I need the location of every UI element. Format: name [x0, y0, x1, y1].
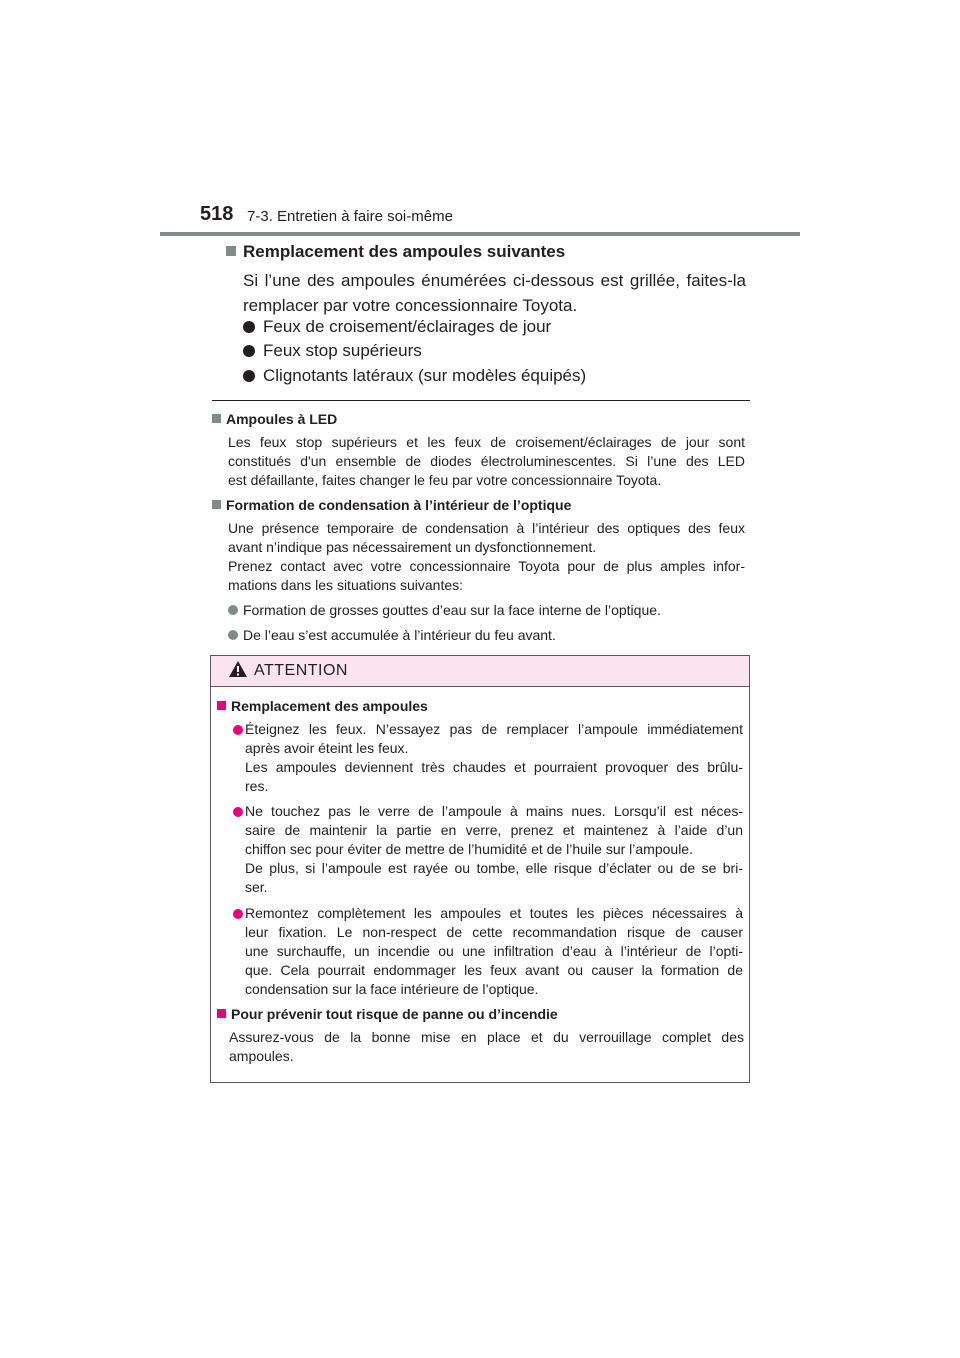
square-bullet-icon — [226, 246, 236, 256]
attention-line: Remontez complètement les ampoules et toutes les pièces nécessaires à — [245, 905, 743, 921]
attention-line: ser. — [245, 879, 268, 895]
attention-line: Les ampoules deviennent très chaudes et pourraient provoquer des brûlu- — [245, 759, 743, 775]
bullet-dot-icon — [243, 370, 255, 382]
square-bullet-icon — [212, 414, 221, 423]
main-bullet-item: Feux de croisement/éclairages de jour — [243, 317, 551, 337]
note-line: mations dans les situations suivantes: — [228, 577, 464, 593]
attention-line: De plus, si l’ampoule est rayée ou tombe, elle risque d’éclater ou de se bri- — [245, 860, 743, 876]
attention-line: saire de maintenir la partie en verre, prenez et maintenez à l’aide d’un — [245, 822, 743, 838]
main-bullet-item: Feux stop supérieurs — [243, 341, 422, 361]
bullet-dot-icon — [233, 725, 243, 735]
attention-line: leur fixation. Le non-respect de cette recommandation risque de causer — [245, 924, 743, 940]
section-divider — [212, 400, 750, 401]
attention-line: ampoules. — [229, 1048, 294, 1064]
note-line: constitués d'un ensemble de diodes électroluminescentes. Si l’une des LED — [228, 453, 745, 469]
attention-heading-bulbs: Remplacement des ampoules — [217, 698, 428, 714]
note-heading-condensation: Formation de condensation à l’intérieur de l’optique — [212, 497, 571, 513]
square-bullet-icon — [217, 1009, 226, 1018]
warning-triangle-icon — [228, 660, 248, 683]
note-line: avant n’indique pas nécessairement un dysfonctionnement. — [228, 539, 597, 555]
attention-line: chiffon sec pour éviter de mettre de l’humidité et de l’huile sur l’ampoule. — [245, 841, 693, 857]
attention-line: Éteignez les feux. N’essayez pas de remplacer l’ampoule immédiatement — [245, 721, 743, 737]
note-heading-led: Ampoules à LED — [212, 411, 337, 427]
note-line: Une présence temporaire de condensation à l’intérieur des optiques des feux — [228, 520, 745, 536]
main-body-line-2: remplacer par votre concessionnaire Toyota. — [243, 296, 578, 315]
note-line: Prenez contact avec votre concessionnaire Toyota pour de plus amples infor- — [228, 558, 745, 574]
main-body-line-1: Si l’une des ampoules énumérées ci-dessous est grillée, faites-la — [243, 271, 746, 290]
attention-line: une surchauffe, un incendie ou une infiltration d’eau à l’intérieur de l’opti- — [245, 943, 743, 959]
attention-line: après avoir éteint les feux. — [245, 740, 409, 756]
bullet-dot-icon — [243, 321, 255, 333]
main-heading-text: Remplacement des ampoules suivantes — [243, 242, 566, 261]
bullet-dot-icon — [233, 807, 243, 817]
note-bullet-item: Formation de grosses gouttes d’eau sur la face interne de l’optique. — [228, 601, 748, 620]
attention-line: res. — [245, 778, 269, 794]
square-bullet-icon — [217, 701, 226, 710]
bullet-dot-icon — [228, 630, 238, 640]
attention-line: Ne touchez pas le verre de l’ampoule à mains nues. Lorsqu’il est néces- — [245, 803, 743, 819]
attention-line: condensation sur la face intérieure de l’optique. — [245, 981, 539, 997]
section-title: 7-3. Entretien à faire soi-même — [247, 208, 453, 225]
bullet-dot-icon — [243, 345, 255, 357]
main-heading — [226, 242, 565, 262]
bullet-dot-icon — [233, 909, 243, 919]
note-line: est défaillante, faites changer le feu par votre concessionnaire Toyota. — [228, 472, 662, 488]
note-line: Les feux stop supérieurs et les feux de croisement/éclairages de jour sont — [228, 434, 745, 450]
bullet-dot-icon — [228, 605, 238, 615]
note-bullet-item: De l’eau s’est accumulée à l’intérieur du feu avant. — [228, 626, 748, 645]
page-number: 518 — [200, 203, 234, 225]
attention-line: Assurez-vous de la bonne mise en place et du verrouillage complet des — [229, 1029, 744, 1045]
square-bullet-icon — [212, 500, 221, 509]
header-rule — [160, 232, 800, 236]
main-bullet-item: Clignotants latéraux (sur modèles équipés) — [243, 366, 586, 386]
attention-heading-fire: Pour prévenir tout risque de panne ou d’incendie — [217, 1006, 558, 1022]
attention-title: ATTENTION — [254, 662, 348, 679]
attention-line: que. Cela pourrait endommager les feux avant ou causer la formation de — [245, 962, 743, 978]
